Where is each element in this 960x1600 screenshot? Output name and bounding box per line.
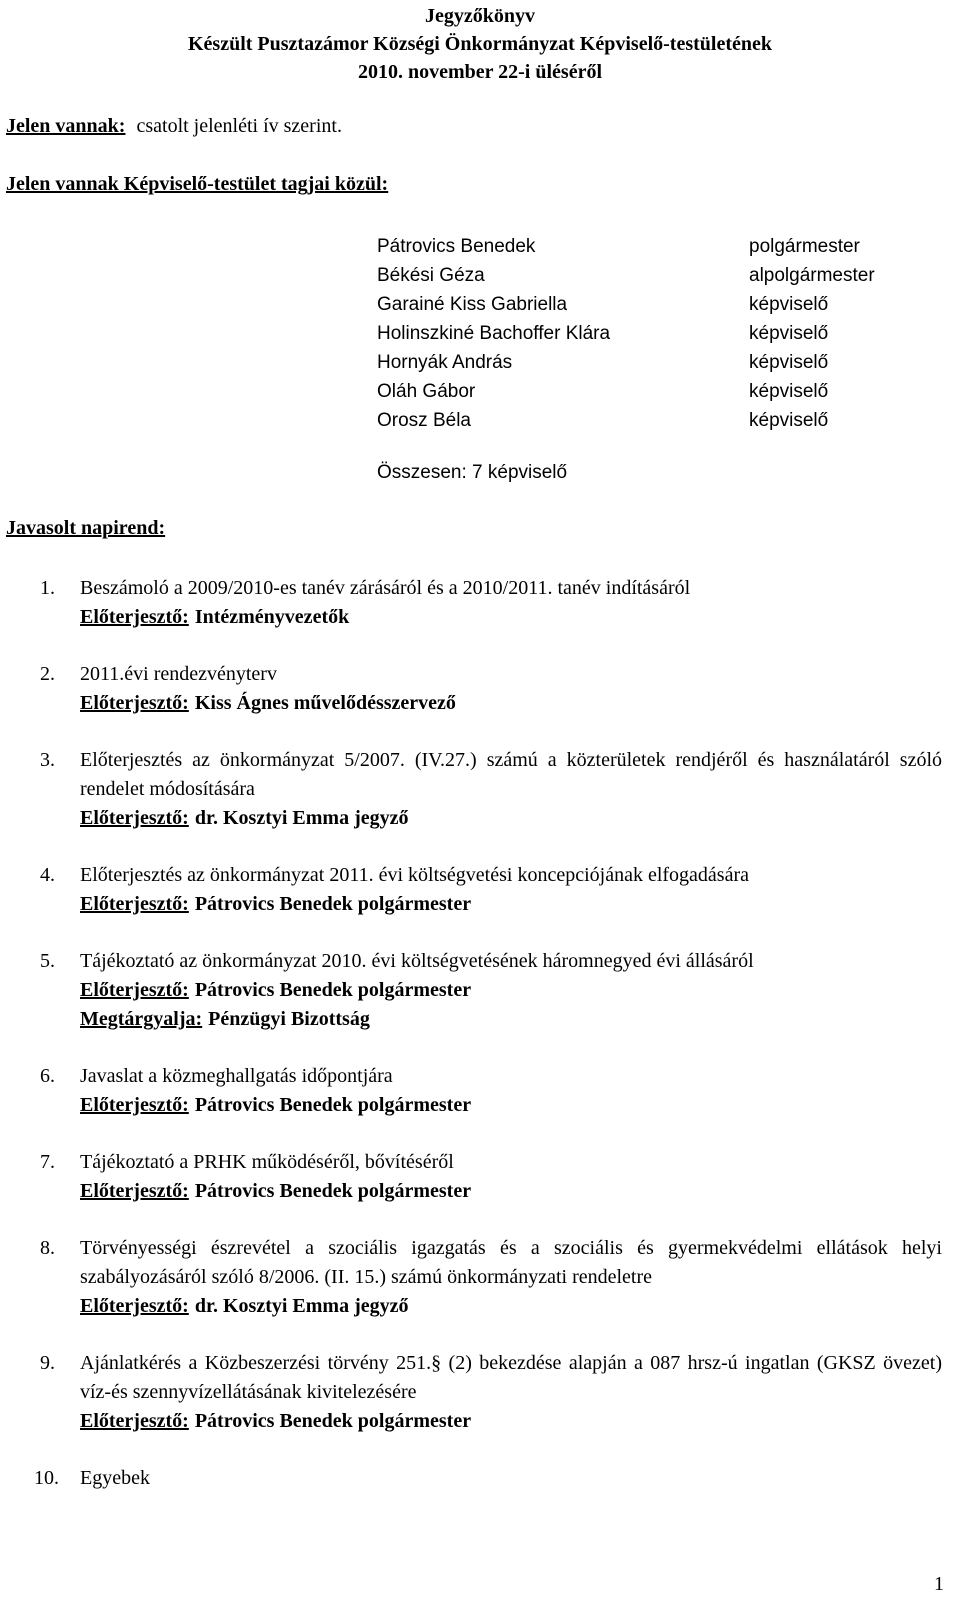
member-role: képviselő bbox=[749, 294, 829, 315]
presenter-label: Előterjesztő: bbox=[80, 692, 189, 714]
agenda-item bbox=[40, 746, 942, 833]
presenter-name: Pátrovics Benedek polgármester bbox=[194, 1410, 472, 1432]
agenda-item-presenter bbox=[80, 976, 942, 1005]
agenda-item-presenter bbox=[80, 689, 942, 718]
agenda-item-body bbox=[80, 1148, 942, 1206]
presenter-label: Előterjesztő: bbox=[80, 893, 189, 915]
agenda-item bbox=[40, 660, 942, 718]
document-subtitle: Készült Pusztazámor Községi Önkormányzat Képviselő-testületének bbox=[188, 33, 772, 55]
agenda-item-text: Tájékoztató a PRHK működéséről, bővítéséről bbox=[80, 1151, 454, 1173]
agenda-item-presenter bbox=[80, 890, 942, 919]
agenda-item-text: Beszámoló a 2009/2010-es tanév zárásáról és a 2010/2011. tanév indításáról bbox=[80, 577, 691, 599]
presenter-name: Pátrovics Benedek polgármester bbox=[194, 1180, 472, 1202]
presenter-name: Pátrovics Benedek polgármester bbox=[194, 1094, 472, 1116]
presenter-label: Előterjesztő: bbox=[80, 1094, 189, 1116]
member-name: Békési Géza bbox=[377, 265, 485, 286]
agenda-item-body bbox=[80, 1062, 942, 1120]
page-number: 1 bbox=[934, 1573, 944, 1595]
presenter-name: dr. Kosztyi Emma jegyző bbox=[194, 1295, 409, 1317]
member-role: képviselő bbox=[749, 323, 829, 344]
attendance-value: csatolt jelenléti ív szerint. bbox=[136, 115, 342, 137]
agenda-item-number: 2. bbox=[40, 663, 55, 685]
presenter-name: Pátrovics Benedek polgármester bbox=[194, 893, 472, 915]
attendance-label: Jelen vannak: bbox=[6, 115, 126, 137]
agenda-item-presenter bbox=[80, 1091, 942, 1120]
presenter-label: Előterjesztő: bbox=[80, 807, 189, 829]
agenda-item-number: 6. bbox=[40, 1065, 55, 1087]
members-heading: Jelen vannak Képviselő-testület tagjai közül: bbox=[6, 173, 389, 195]
agenda-item-body bbox=[80, 574, 942, 632]
agenda-item-body bbox=[80, 1464, 942, 1493]
committee-label: Megtárgyalja: bbox=[80, 1008, 203, 1030]
agenda-item-presenter bbox=[80, 1292, 942, 1321]
agenda-item-presenter bbox=[80, 1407, 942, 1436]
presenter-label: Előterjesztő: bbox=[80, 1295, 189, 1317]
agenda-item bbox=[40, 947, 942, 1034]
agenda-item-body bbox=[80, 861, 942, 919]
committee-name: Pénzügyi Bizottság bbox=[208, 1008, 370, 1030]
agenda-item-text: Tájékoztató az önkormányzat 2010. évi költségvetésének háromnegyed évi állásáról bbox=[80, 950, 754, 972]
member-role: képviselő bbox=[749, 381, 829, 402]
agenda-item-body bbox=[80, 947, 942, 1034]
agenda-item-text: Előterjesztés az önkormányzat 5/2007. (IV.27.) számú a közterületek rendjéről és használatáról szóló rendelet módosítására bbox=[80, 749, 942, 800]
presenter-label: Előterjesztő: bbox=[80, 979, 189, 1001]
presenter-label: Előterjesztő: bbox=[80, 1180, 189, 1202]
agenda-item-text: Előterjesztés az önkormányzat 2011. évi költségvetési koncepciójának elfogadására bbox=[80, 864, 749, 886]
agenda-item-text: Ajánlatkérés a Közbeszerzési törvény 251.§ (2) bekezdése alapján a 087 hrsz-ú ingatlan (GKSZ övezet) víz-és szennyvízellátásának kivitelezésére bbox=[80, 1352, 942, 1403]
agenda-item-number: 10. bbox=[34, 1467, 59, 1489]
agenda-item bbox=[40, 1234, 942, 1321]
agenda-item-number: 3. bbox=[40, 749, 55, 771]
agenda-item bbox=[40, 861, 942, 919]
agenda-item-number: 1. bbox=[40, 577, 55, 599]
document-title: Jegyzőkönyv bbox=[425, 5, 535, 27]
agenda-item-number: 9. bbox=[40, 1352, 55, 1374]
agenda-item bbox=[40, 1062, 942, 1120]
agenda-item-number: 5. bbox=[40, 950, 55, 972]
agenda-item-text: Törvényességi észrevétel a szociális igazgatás és a szociális és gyermekvédelmi ellátások helyi szabályozásáról szóló 8/2006. (II. 15.) számú önkormányzati rendeletre bbox=[80, 1237, 942, 1288]
agenda-item-number: 8. bbox=[40, 1237, 55, 1259]
attendance-line bbox=[6, 112, 342, 140]
member-name: Holinszkiné Bachoffer Klára bbox=[377, 323, 611, 344]
agenda-item-presenter bbox=[80, 1177, 942, 1206]
agenda-item-number: 7. bbox=[40, 1151, 55, 1173]
presenter-name: Kiss Ágnes művelődésszervező bbox=[194, 692, 456, 714]
member-name: Oláh Gábor bbox=[377, 381, 476, 402]
presenter-name: Pátrovics Benedek polgármester bbox=[194, 979, 472, 1001]
member-name: Garainé Kiss Gabriella bbox=[377, 294, 568, 315]
presenter-label: Előterjesztő: bbox=[80, 1410, 189, 1432]
document-header bbox=[0, 2, 960, 86]
presenter-label: Előterjesztő: bbox=[80, 606, 189, 628]
agenda-item-text: Javaslat a közmeghallgatás időpontjára bbox=[80, 1065, 393, 1087]
agenda-item bbox=[40, 574, 942, 632]
agenda-item-text: 2011.évi rendezvényterv bbox=[80, 663, 277, 685]
agenda-heading: Javasolt napirend: bbox=[6, 517, 166, 539]
agenda-item-text: Egyebek bbox=[80, 1467, 150, 1489]
agenda-item-presenter bbox=[80, 603, 942, 632]
member-name: Orosz Béla bbox=[377, 410, 471, 431]
agenda-item-body bbox=[80, 1349, 942, 1436]
member-role: polgármester bbox=[749, 236, 860, 257]
agenda-list bbox=[34, 574, 942, 1521]
member-name: Hornyák András bbox=[377, 352, 513, 373]
agenda-item bbox=[40, 1148, 942, 1206]
presenter-name: Intézményvezetők bbox=[194, 606, 350, 628]
member-role: alpolgármester bbox=[749, 265, 875, 286]
agenda-item-committee bbox=[80, 1005, 942, 1034]
member-role: képviselő bbox=[749, 352, 829, 373]
member-role: képviselő bbox=[749, 410, 829, 431]
presenter-name: dr. Kosztyi Emma jegyző bbox=[194, 807, 409, 829]
agenda-item-body bbox=[80, 660, 942, 718]
agenda-item bbox=[40, 1349, 942, 1436]
agenda-item bbox=[34, 1464, 942, 1493]
agenda-item-body bbox=[80, 746, 942, 833]
agenda-item-presenter bbox=[80, 804, 942, 833]
agenda-item-body bbox=[80, 1234, 942, 1321]
meeting-date: 2010. november 22-i üléséről bbox=[357, 61, 603, 83]
member-name: Pátrovics Benedek bbox=[377, 236, 536, 257]
members-total: Összesen: 7 képviselő bbox=[377, 462, 568, 483]
agenda-item-number: 4. bbox=[40, 864, 55, 886]
